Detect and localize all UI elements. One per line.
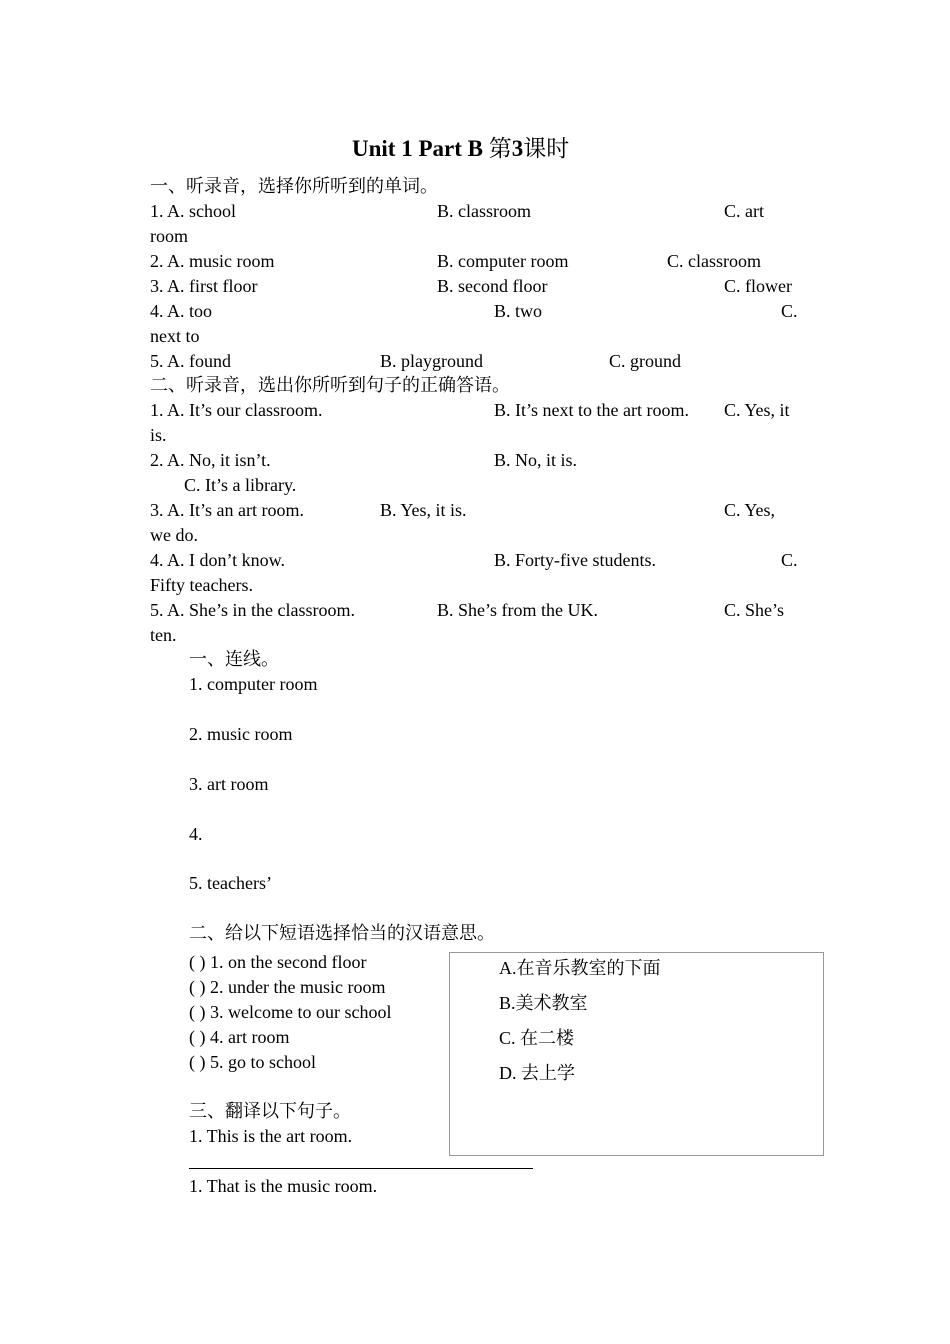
- match-item: 3. art room: [189, 774, 269, 794]
- s2-q5-option-a: 5. A. She’s in the classroom.: [150, 600, 355, 620]
- phrase-item: ( ) 4. art room: [189, 1027, 290, 1047]
- s1-q2-option-c: C. classroom: [667, 251, 761, 271]
- page-title: Unit 1 Part B 第3课时: [352, 136, 570, 161]
- s2-q3-option-b: B. Yes, it is.: [380, 500, 467, 520]
- section1-heading: 一、听录音，选择你所听到的单词。: [150, 176, 438, 196]
- match-item: 1. computer room: [189, 674, 318, 694]
- s2-q1-option-c: C. Yes, it: [724, 400, 790, 420]
- phrase-item: ( ) 3. welcome to our school: [189, 1002, 392, 1022]
- translate-sentence: 1. That is the music room.: [189, 1176, 378, 1196]
- s2-q3-option-c-wrap: we do.: [150, 525, 198, 545]
- translate-sentence: 1. This is the art room.: [189, 1126, 353, 1146]
- s2-q3-option-a: 3. A. It’s an art room.: [150, 500, 304, 520]
- match-item: 2. music room: [189, 724, 293, 744]
- s2-q4-option-c: C.: [781, 550, 798, 570]
- section2-heading: 二、听录音，选出你所听到句子的正确答语。: [150, 375, 510, 395]
- phrase-item: ( ) 1. on the second floor: [189, 952, 367, 972]
- s2-q1-option-a: 1. A. It’s our classroom.: [150, 400, 323, 420]
- section5-heading: 三、翻译以下句子。: [189, 1101, 351, 1121]
- phrase-item: ( ) 5. go to school: [189, 1052, 316, 1072]
- match-item: 4.: [189, 824, 203, 844]
- s2-q4-option-c-wrap: Fifty teachers.: [150, 575, 253, 595]
- s2-q1-option-b: B. It’s next to the art room.: [494, 400, 689, 420]
- s1-q1-option-b: B. classroom: [437, 201, 531, 221]
- section4-heading: 二、给以下短语选择恰当的汉语意思。: [189, 923, 495, 943]
- s1-q4-option-c: C.: [781, 301, 798, 321]
- s2-q3-option-c: C. Yes,: [724, 500, 776, 520]
- s1-q1-option-c-wrap: room: [150, 226, 188, 246]
- s2-q2-option-c: C. It’s a library.: [184, 475, 297, 495]
- s1-q3-option-b: B. second floor: [437, 276, 548, 296]
- answer-line[interactable]: [189, 1168, 533, 1169]
- s1-q5-option-a: 5. A. found: [150, 351, 231, 371]
- s1-q3-option-c: C. flower: [724, 276, 792, 296]
- s2-q5-option-c: C. She’s: [724, 600, 785, 620]
- option-item: B.美术教室: [499, 993, 588, 1013]
- s2-q2-option-a: 2. A. No, it isn’t.: [150, 450, 271, 470]
- phrase-item: ( ) 2. under the music room: [189, 977, 386, 997]
- s1-q2-option-a: 2. A. music room: [150, 251, 275, 271]
- s1-q4-option-a: 4. A. too: [150, 301, 213, 321]
- s1-q4-option-c-wrap: next to: [150, 326, 200, 346]
- options-box: [449, 952, 824, 1156]
- s2-q5-option-b: B. She’s from the UK.: [437, 600, 598, 620]
- option-item: D. 去上学: [499, 1063, 575, 1083]
- s1-q5-option-c: C. ground: [609, 351, 681, 371]
- option-item: C. 在二楼: [499, 1028, 575, 1048]
- s1-q5-option-b: B. playground: [380, 351, 483, 371]
- s1-q2-option-b: B. computer room: [437, 251, 569, 271]
- s2-q4-option-a: 4. A. I don’t know.: [150, 550, 285, 570]
- s1-q1-option-a: 1. A. school: [150, 201, 237, 221]
- s2-q2-option-b: B. No, it is.: [494, 450, 578, 470]
- s2-q1-option-c-wrap: is.: [150, 425, 167, 445]
- option-item: A.在音乐教室的下面: [499, 958, 661, 978]
- s1-q4-option-b: B. two: [494, 301, 543, 321]
- s2-q4-option-b: B. Forty-five students.: [494, 550, 656, 570]
- s1-q1-option-c: C. art: [724, 201, 764, 221]
- section3-heading: 一、连线。: [189, 649, 279, 669]
- s1-q3-option-a: 3. A. first floor: [150, 276, 258, 296]
- s2-q5-option-c-wrap: ten.: [150, 625, 177, 645]
- match-item: 5. teachers’: [189, 873, 272, 893]
